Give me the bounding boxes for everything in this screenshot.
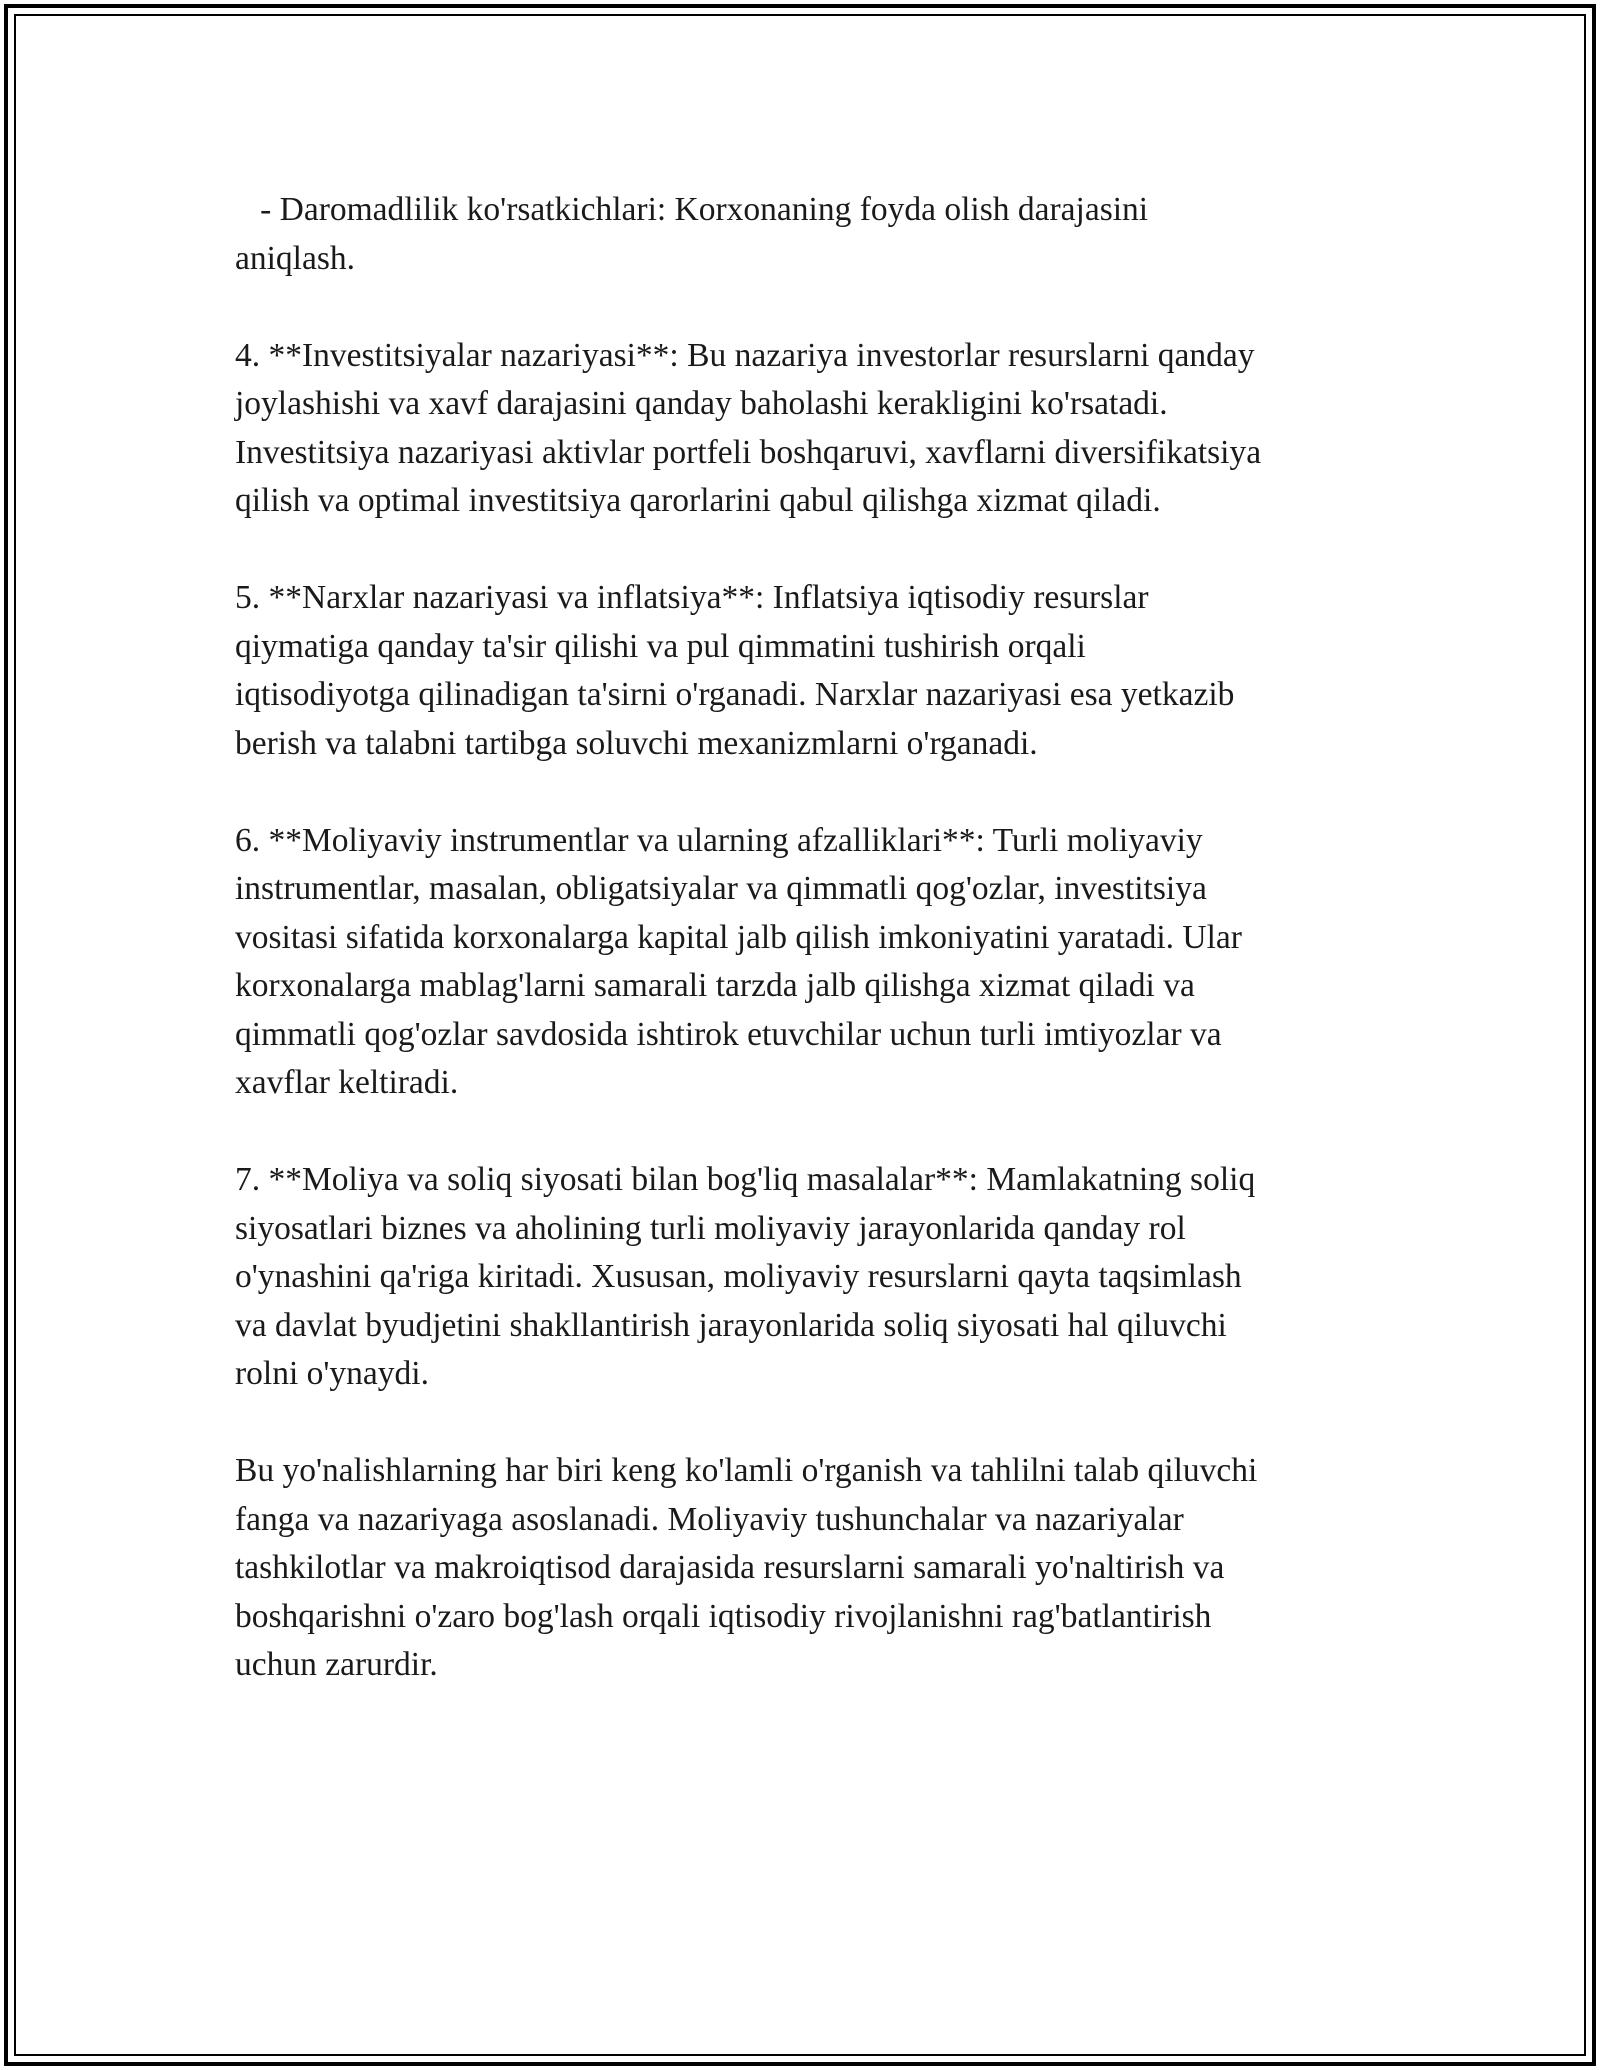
paragraph-conclusion: Bu yo'nalishlarning har biri keng ko'lamli o'rganish va tahlilni talab qiluvchi fanga va nazariyaga asoslanadi. Moliyaviy tushunchalar va nazariyalar tashkilotlar va makroiqtisod darajasida resurslarni samarali yo'naltirish va boshqarishni o'zaro bog'lash orqali iqtisodiy rivojlanishni rag'batlantirish uchun zarurdir. xyxy=(235,1452,1258,1683)
paragraph-profitability-indicators: - Daromadlilik ko'rsatkichlari: Korxonaning foyda olish darajasini aniqlash. xyxy=(235,191,1149,277)
paragraph-financial-instruments: 6. **Moliyaviy instrumentlar va ularning afzalliklari**: Turli moliyaviy instrumentlar, masalan, obligatsiyalar va qimmatli qog'ozlar, investitsiya vositasi sifatida korxonalarga kapital jalb qilish imkoniyatini yaratadi. Ular korxonalarga mablag'larni samarali tarzda jalb qilishga xizmat qiladi va qimmatli qog'ozlar savdosida ishtirok etuvchilar uchun turli imtiyozlar va xavflar keltiradi. xyxy=(235,821,1242,1101)
document-body xyxy=(235,186,1375,1690)
paragraph-tax-policy: 7. **Moliya va soliq siyosati bilan bog'liq masalalar**: Mamlakatning soliq siyosatlari biznes va aholining turli moliyaviy jarayonlarida qanday rol o'ynashini qa'riga kiritadi. Xususan, moliyaviy resurslarni qayta taqsimlash va davlat byudjetini shakllantirish jarayonlarida soliq siyosati hal qiluvchi rolni o'ynaydi. xyxy=(235,1161,1256,1392)
paragraph-investment-theory: 4. **Investitsiyalar nazariyasi**: Bu nazariya investorlar resurslarni qanday joylashishi va xavf darajasini qanday baholashi kerakligini ko'rsatadi. Investitsiya nazariyasi aktivlar portfeli boshqaruvi, xavflarni diversifikatsiya qilish va optimal investitsiya qarorlarini qabul qilishga xizmat qiladi. xyxy=(235,336,1262,519)
paragraph-price-theory-inflation: 5. **Narxlar nazariyasi va inflatsiya**: Inflatsiya iqtisodiy resurslar qiymatiga qanday ta'sir qilishi va pul qimmatini tushirish orqali iqtisodiyotga qilinadigan ta'sirni o'rganadi. Narxlar nazariyasi esa yetkazib berish va talabni tartibga soluvchi mexanizmlarni o'rganadi. xyxy=(235,579,1235,762)
